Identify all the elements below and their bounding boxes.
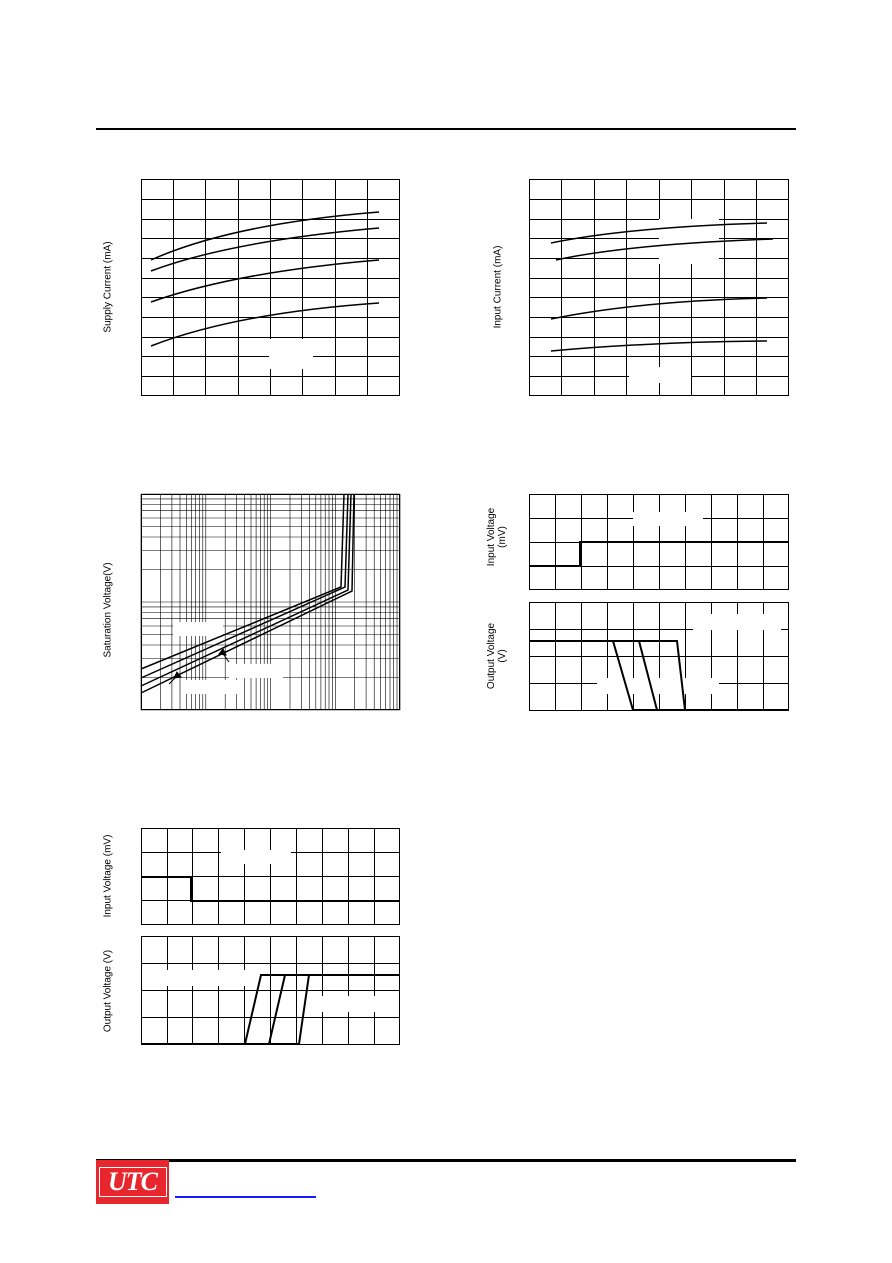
supply-curve-2 <box>151 228 379 271</box>
sat-curve-1 <box>141 494 344 669</box>
right-input-ylabel: Input Voltage (mV) <box>486 507 508 567</box>
logo-text: UTC <box>108 1167 157 1196</box>
supply-curve-3 <box>151 260 379 302</box>
input-current-ylabel: Input Current (mA) <box>492 245 504 329</box>
utc-logo <box>96 1160 169 1204</box>
supply-current-ylabel: Supply Current (mA) <box>102 241 114 333</box>
right-output-ylabel: Output Voltage (V) <box>486 622 508 690</box>
supply-current-chart <box>141 179 400 396</box>
bottom-input-chart <box>141 828 400 925</box>
saturation-voltage-chart <box>141 494 400 710</box>
header-rule <box>96 128 796 130</box>
right-input-chart <box>529 494 789 590</box>
bottom-output-ylabel: Output Voltage (V) <box>102 949 114 1033</box>
bottom-output-chart <box>141 936 400 1045</box>
saturation-voltage-ylabel: Saturation Voltage(V) <box>102 562 114 658</box>
supply-curve-4 <box>151 303 379 346</box>
bottom-input-ylabel: Input Voltage (mV) <box>102 834 114 918</box>
input-current-chart <box>529 179 789 396</box>
sat-curve-3 <box>141 494 351 686</box>
footer-rule <box>96 1159 796 1162</box>
website-link[interactable] <box>175 1196 316 1198</box>
right-output-chart <box>529 602 789 711</box>
